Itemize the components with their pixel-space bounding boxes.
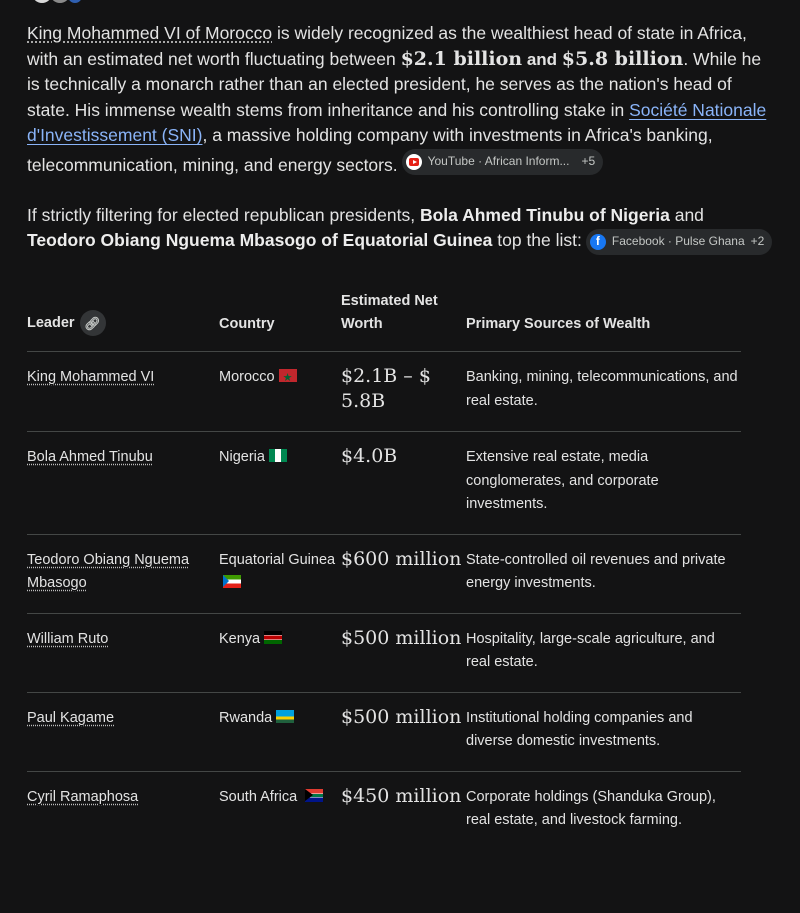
leader-name[interactable]: Paul Kagame xyxy=(27,709,115,726)
country-name: Nigeria xyxy=(219,449,265,465)
paragraph-wealthiest-head-of-state xyxy=(27,21,777,179)
south-africa-flag-icon xyxy=(305,789,323,802)
link-icon[interactable]: 🔗︎ xyxy=(80,310,106,336)
wealth-table xyxy=(27,290,741,850)
country-name: Equatorial Guinea xyxy=(219,551,336,568)
leader-cell[interactable] xyxy=(27,432,219,535)
avatar xyxy=(68,0,82,3)
sni-link[interactable]: Société Nationale d'Investissement (SNI) xyxy=(27,99,767,146)
country-cell xyxy=(219,613,341,692)
equatorial-guinea-flag-icon xyxy=(223,575,241,588)
sources-cell: Banking, mining, telecommunications, and real estate. xyxy=(466,352,741,432)
paragraph-text: , a massive holding company with investments in Africa's banking, telecommunication, mining, and energy sectors. xyxy=(27,125,713,175)
table-row xyxy=(27,771,741,850)
conjunction: and xyxy=(522,49,562,69)
table-row xyxy=(27,352,741,432)
bold-obiang: Teodoro Obiang Nguema Mbasogo of Equatorial Guinea xyxy=(27,230,493,251)
kenya-flag-icon xyxy=(264,631,282,644)
nigeria-flag-icon xyxy=(269,449,287,462)
source-chip-label: YouTube · African Inform... xyxy=(427,154,570,169)
source-chip-facebook[interactable] xyxy=(586,229,772,255)
country-cell xyxy=(219,771,341,850)
response-body xyxy=(27,21,777,255)
header-sources: Primary Sources of Wealth xyxy=(466,290,741,352)
table-row xyxy=(27,534,741,613)
leader-cell[interactable] xyxy=(27,771,219,850)
youtube-icon xyxy=(406,154,422,170)
sources-cell: Institutional holding companies and diverse domestic investments. xyxy=(466,692,741,771)
header-country: Country xyxy=(219,290,341,352)
country-name: Kenya xyxy=(219,630,261,647)
country-name: Rwanda xyxy=(219,709,273,726)
net-worth-low: $2.1 billion xyxy=(400,47,523,70)
sources-cell: Extensive real estate, media conglomerates, and corporate investments. xyxy=(466,432,741,535)
leader-cell[interactable] xyxy=(27,352,219,432)
source-chip-youtube[interactable] xyxy=(402,149,604,175)
leader-cell[interactable] xyxy=(27,692,219,771)
paragraph-text: and xyxy=(669,204,704,225)
net-worth-cell: $450 million xyxy=(341,784,462,807)
paragraph-elected-presidents xyxy=(27,203,777,255)
net-worth-cell: $2.1B – $ 5.8B xyxy=(341,352,466,432)
net-worth-cell: $500 million xyxy=(341,692,466,771)
sources-cell: Hospitality, large-scale agriculture, and real estate. xyxy=(466,613,741,692)
paragraph-text: top the list: xyxy=(492,230,582,251)
leader-name[interactable]: Teodoro Obiang Nguema Mbasogo xyxy=(27,551,190,591)
country-cell xyxy=(219,534,341,613)
country-name: South Africa xyxy=(219,788,298,805)
source-chip-label: Facebook · Pulse Ghana xyxy=(611,234,745,249)
country-name: Morocco xyxy=(219,369,275,385)
country-cell xyxy=(219,432,341,535)
table-row xyxy=(27,613,741,692)
header-leader xyxy=(27,290,219,352)
facebook-icon: f xyxy=(590,234,606,250)
avatar xyxy=(32,0,52,3)
paragraph-text: If strictly filtering for elected republican presidents, xyxy=(27,204,420,225)
leader-name[interactable]: Cyril Ramaphosa xyxy=(27,788,139,805)
net-worth-cell: $500 million xyxy=(341,613,466,692)
country-cell xyxy=(219,692,341,771)
source-chip-count: +2 xyxy=(750,234,765,249)
entity-link-king-mohammed[interactable]: King Mohammed VI of Morocco xyxy=(27,23,273,43)
header-label: Leader xyxy=(27,314,75,331)
net-worth-high: $5.8 billion xyxy=(561,47,684,70)
leader-cell[interactable] xyxy=(27,534,219,613)
sources-cell: State-controlled oil revenues and private energy investments. xyxy=(466,534,741,613)
bold-tinubu: Bola Ahmed Tinubu of Nigeria xyxy=(419,204,670,225)
avatar xyxy=(50,0,70,3)
net-worth-cell: $4.0B xyxy=(341,432,466,535)
rwanda-flag-icon xyxy=(276,710,294,723)
source-chip-count: +5 xyxy=(581,154,596,169)
leader-name[interactable]: Bola Ahmed Tinubu xyxy=(27,449,153,465)
paragraph-text: is widely recognized as the wealthiest head of state in Africa, with an estimated net worth fluctuating between xyxy=(27,23,747,69)
header-net-worth: Estimated Net Worth xyxy=(341,290,466,352)
leader-name[interactable]: William Ruto xyxy=(27,630,109,647)
morocco-flag-icon xyxy=(279,369,297,382)
leader-name[interactable]: King Mohammed VI xyxy=(27,369,155,385)
table-header-row xyxy=(27,290,741,352)
net-worth-cell: $600 million xyxy=(341,534,466,613)
table-row xyxy=(27,432,741,535)
paragraph-text: . While he is technically a monarch rather than an elected president, he serves as the nation's head of state. His immense wealth stems from inheritance and his controlling stake in xyxy=(27,48,762,120)
table-row xyxy=(27,692,741,771)
leader-cell[interactable] xyxy=(27,613,219,692)
country-cell xyxy=(219,352,341,432)
sources-cell: Corporate holdings (Shanduka Group), real estate, and livestock farming. xyxy=(466,788,716,828)
